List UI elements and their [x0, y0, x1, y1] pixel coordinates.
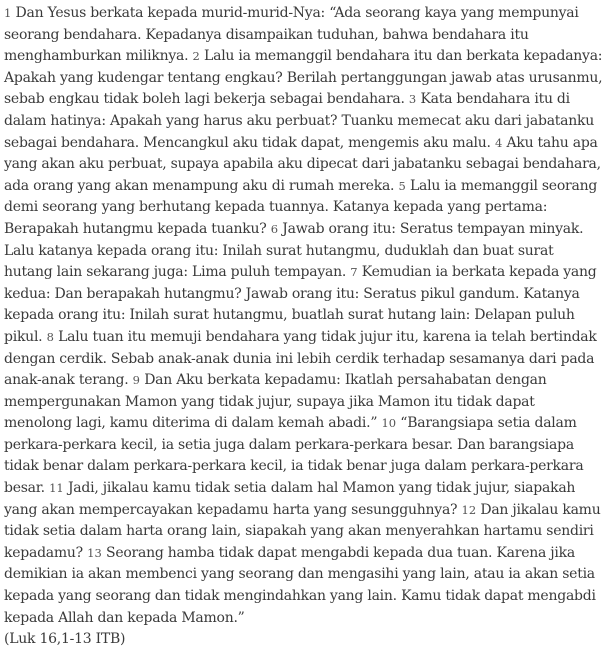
verse-text: Dan Yesus berkata kepada murid-murid-Nya: “Ada seorang kaya yang mempunyai seorang bendahara. Kepadanya disampaikan tuduhan, bahwa bendahara itu menghamburkan miliknya. [4, 5, 579, 65]
verse-number: 6 [270, 221, 279, 236]
verse-number: 5 [398, 178, 406, 193]
scripture-passage [4, 3, 604, 651]
verse-number: 2 [192, 49, 200, 64]
verse-text: Lalu tuan itu memuji bendahara yang tidak jujur itu, karena ia telah bertindak dengan cerdik. Sebab anak-anak dunia ini lebih cerdik terhadap sesamanya dari pada anak-anak terang. [4, 328, 597, 389]
verse-text: Dan jikalau kamu tidak setia dalam harta orang lain, siapakah yang akan menyerahkan hartamu sendiri kepadamu? [4, 501, 601, 561]
verse-number: 12 [461, 502, 477, 517]
verse-text: Dan Aku berkata kepadamu: Ikatlah persahabatan dengan mempergunakan Mamon yang tidak jujur, supaya jika Mamon itu tidak dapat menolong lagi, kamu diterima di dalam kemah abadi.” [4, 372, 547, 432]
verse-number: 13 [87, 545, 102, 560]
verse-text: “Barangsiapa setia dalam perkara-perkara kecil, ia setia juga dalam perkara-perkara besar. Dan barangsiapa tidak benar dalam perkara-perkara kecil, ia tidak benar juga dalam perkara-perkara besar. [4, 415, 584, 497]
verse-text: Kemudian ia berkata kepada yang kedua: Dan berapakah hutangmu? Jawab orang itu: Seratus pikul gandum. Katanya kepada orang itu: Inilah surat hutangmu, buatlah surat hutang lain: Delapan puluh pikul. [4, 264, 597, 345]
verse-text: Lalu ia memanggil bendahara itu dan berkata kepadanya: Apakah yang kudengar tentang engkau? Berilah pertanggungan jawab atas urusanmu, sebab engkau tidak boleh lagi bekerja sebagai bendahara. [4, 48, 603, 108]
verse-text: Lalu ia memanggil seorang demi seorang yang berhutang kepada tuannya. Katanya kepada yang pertama: Berapakah hutangmu kepada tuanku? [4, 177, 598, 237]
verse-number: 10 [381, 416, 397, 431]
verse-text: Jadi, jikalau kamu tidak setia dalam hal Mamon yang tidak jujur, siapakah yang akan mempercayakan kepadamu harta yang sesungguhnya? [4, 480, 576, 518]
verse-number: 7 [350, 265, 358, 280]
verse-number: 11 [49, 481, 64, 496]
verse-text: Kata bendahara itu di dalam hatinya: Apakah yang harus aku perbuat? Tuanku memecat aku dari jabatanku sebagai bendahara. Mencangkul aku tidak dapat, mengemis aku malu. [4, 91, 595, 151]
verse-number: 9 [132, 373, 140, 388]
scripture-reference: (Luk 16,1-13 ITB) [4, 631, 126, 648]
verse-number: 3 [408, 92, 417, 107]
verse-number: 1 [4, 6, 12, 20]
verse-text: Seorang hamba tidak dapat mengabdi kepada dua tuan. Karena jika demikian ia akan membenci yang seorang dan mengasihi yang lain, atau ia akan setia kepada yang seorang dan tidak mengindahkan yang lain. Kamu tidak dapat mengabdi kepada Allah dan kepada Mamon.” [4, 544, 596, 626]
verse-text: Aku tahu apa yang akan aku perbuat, supaya apabila aku dipecat dari jabatanku sebagai bendahara, ada orang yang akan menampung aku di rumah mereka. [4, 134, 601, 194]
verse-text: Jawab orang itu: Seratus tempayan minyak. Lalu katanya kepada orang itu: Inilah surat hutangmu, duduklah dan buat surat hutang lain sekarang juga: Lima puluh tempayan. [4, 220, 584, 281]
verse-number: 4 [494, 135, 503, 150]
verse-number: 8 [46, 329, 54, 344]
